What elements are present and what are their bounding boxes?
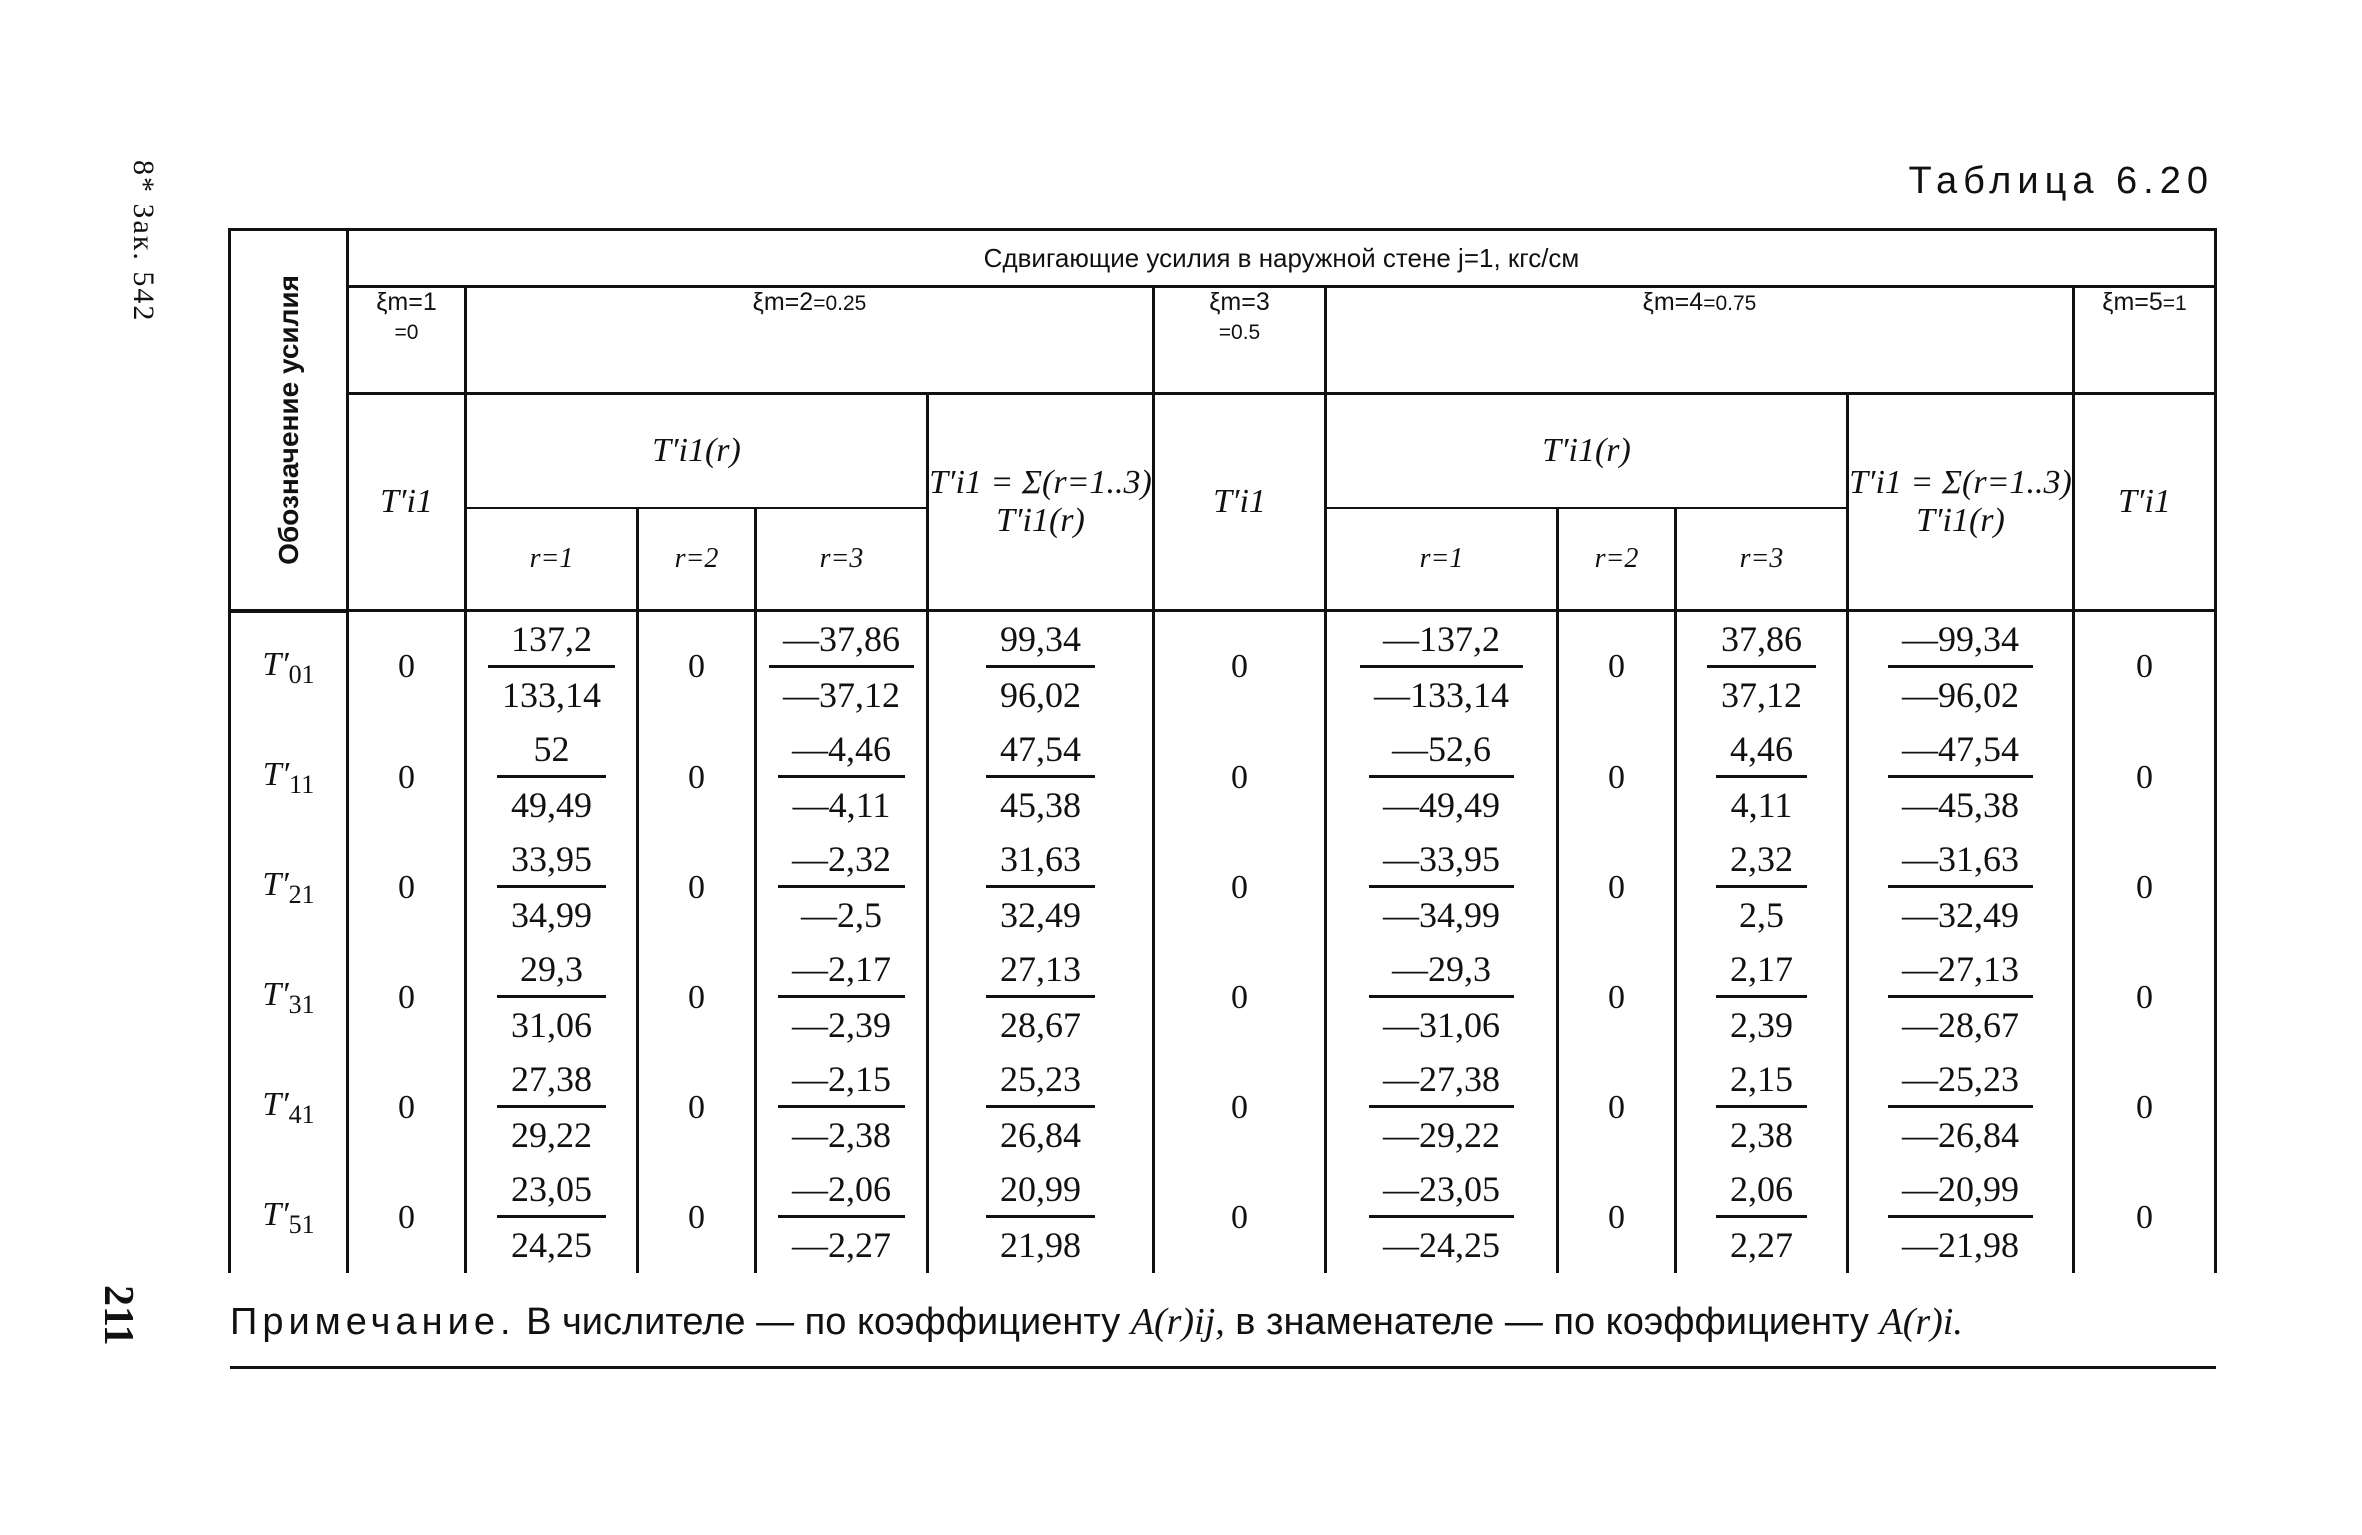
cell-r1 bbox=[466, 833, 638, 943]
numerator: 37,86 bbox=[1707, 618, 1816, 668]
numerator: —31,63 bbox=[1888, 838, 2033, 888]
denominator: 2,39 bbox=[1730, 1005, 1793, 1045]
fraction bbox=[497, 1058, 606, 1157]
cell-r1b bbox=[1326, 1053, 1558, 1163]
denominator: —21,98 bbox=[1902, 1225, 2019, 1265]
denominator: —2,39 bbox=[792, 1005, 891, 1045]
sym-t-col-1: T′i1 bbox=[348, 394, 466, 611]
fraction bbox=[778, 1058, 905, 1157]
denominator: —34,99 bbox=[1383, 895, 1500, 935]
cell-sumb bbox=[1848, 1053, 2074, 1163]
table-row bbox=[230, 1163, 2216, 1273]
cell-sumb bbox=[1848, 1163, 2074, 1273]
denominator: —2,27 bbox=[792, 1225, 891, 1265]
fraction bbox=[1716, 838, 1807, 937]
cell-r1b bbox=[1326, 943, 1558, 1053]
numerator: 29,3 bbox=[497, 948, 606, 998]
numerator: 2,06 bbox=[1716, 1168, 1807, 1218]
fraction bbox=[1716, 1058, 1807, 1157]
cell-r3b bbox=[1676, 611, 1848, 723]
cell-sumb bbox=[1848, 611, 2074, 723]
note-text-2: в знаменателе — по коэффициенту bbox=[1235, 1301, 1869, 1343]
numerator: —29,3 bbox=[1369, 948, 1514, 998]
fraction bbox=[778, 948, 905, 1047]
numerator: 4,46 bbox=[1716, 728, 1807, 778]
numerator: —2,15 bbox=[778, 1058, 905, 1108]
numerator: —20,99 bbox=[1888, 1168, 2033, 1218]
data-table bbox=[228, 228, 2217, 1273]
cell-r2: 0 bbox=[638, 1163, 756, 1273]
cell-sum bbox=[928, 833, 1154, 943]
fraction bbox=[778, 838, 905, 937]
cell-r2b: 0 bbox=[1558, 611, 1676, 723]
r-label-3b: r=3 bbox=[1676, 508, 1848, 611]
sym-sum-col-1: T′i1 = Σ(r=1..3) T′i1(r) bbox=[928, 394, 1154, 611]
note-coef-1: A(r)ij, bbox=[1130, 1301, 1225, 1343]
side-margin-text: 8* Зак. 542 bbox=[127, 160, 160, 323]
fraction bbox=[497, 948, 606, 1047]
cell-r1b bbox=[1326, 1163, 1558, 1273]
denominator: 2,38 bbox=[1730, 1115, 1793, 1155]
fraction bbox=[1369, 1168, 1514, 1267]
fraction bbox=[1888, 618, 2033, 717]
r-label-3: r=3 bbox=[756, 508, 928, 611]
denominator: —2,38 bbox=[792, 1115, 891, 1155]
cell-r1 bbox=[466, 1163, 638, 1273]
numerator: 27,13 bbox=[986, 948, 1095, 998]
cell-r1b bbox=[1326, 723, 1558, 833]
denominator: —2,5 bbox=[801, 895, 882, 935]
denominator: 133,14 bbox=[502, 674, 601, 715]
cell-r2: 0 bbox=[638, 833, 756, 943]
cell-r2: 0 bbox=[638, 1053, 756, 1163]
numerator: —23,05 bbox=[1369, 1168, 1514, 1218]
row-label: $T'_{01}$ bbox=[230, 611, 348, 723]
table-row bbox=[230, 943, 2216, 1053]
numerator: 2,15 bbox=[1716, 1058, 1807, 1108]
cell-r3 bbox=[756, 611, 928, 723]
denominator: 2,27 bbox=[1730, 1225, 1793, 1265]
fraction bbox=[1716, 1168, 1807, 1267]
fraction bbox=[986, 728, 1095, 827]
cell-sumb bbox=[1848, 833, 2074, 943]
cell-sumb bbox=[1848, 943, 2074, 1053]
cell-xi1: 0 bbox=[348, 943, 466, 1053]
cell-r3b bbox=[1676, 1053, 1848, 1163]
cell-xi3: 0 bbox=[1154, 1053, 1326, 1163]
cell-sum bbox=[928, 611, 1154, 723]
fraction bbox=[497, 838, 606, 937]
cell-r2: 0 bbox=[638, 611, 756, 723]
numerator: 47,54 bbox=[986, 728, 1095, 778]
cell-xi1: 0 bbox=[348, 1163, 466, 1273]
fraction bbox=[1369, 1058, 1514, 1157]
cell-r3 bbox=[756, 1163, 928, 1273]
fraction bbox=[986, 618, 1095, 717]
fraction bbox=[1888, 1168, 2033, 1267]
note-lead: Примечание. bbox=[230, 1301, 516, 1343]
fraction bbox=[986, 838, 1095, 937]
fraction bbox=[497, 1168, 606, 1267]
fraction bbox=[986, 1168, 1095, 1267]
numerator: —2,17 bbox=[778, 948, 905, 998]
row-label-header: Обозначение усилия bbox=[230, 230, 348, 611]
cell-xi3: 0 bbox=[1154, 833, 1326, 943]
fraction bbox=[1888, 948, 2033, 1047]
numerator: —47,54 bbox=[1888, 728, 2033, 778]
fraction bbox=[986, 948, 1095, 1047]
cell-sum bbox=[928, 1053, 1154, 1163]
denominator: —133,14 bbox=[1374, 674, 1509, 715]
r-label-2b: r=2 bbox=[1558, 508, 1676, 611]
fraction bbox=[1369, 838, 1514, 937]
denominator: —45,38 bbox=[1902, 785, 2019, 825]
xi-header-4: ξm=4=0.75 bbox=[1326, 287, 2074, 394]
numerator: —27,38 bbox=[1369, 1058, 1514, 1108]
cell-r1 bbox=[466, 943, 638, 1053]
cell-xi5: 0 bbox=[2074, 1053, 2216, 1163]
numerator: —33,95 bbox=[1369, 838, 1514, 888]
denominator: —4,11 bbox=[792, 785, 891, 825]
cell-xi3: 0 bbox=[1154, 1163, 1326, 1273]
numerator: —37,86 bbox=[769, 618, 914, 668]
cell-xi3: 0 bbox=[1154, 611, 1326, 723]
r-label-2: r=2 bbox=[638, 508, 756, 611]
numerator: —2,32 bbox=[778, 838, 905, 888]
cell-r2b: 0 bbox=[1558, 833, 1676, 943]
row-label: $T'_{11}$ bbox=[230, 723, 348, 833]
fraction bbox=[1369, 728, 1514, 827]
sym-tr-group-1: T′i1(r) bbox=[466, 394, 928, 509]
fraction bbox=[488, 618, 615, 717]
sym-sum-col-2: T′i1 = Σ(r=1..3) T′i1(r) bbox=[1848, 394, 2074, 611]
cell-xi3: 0 bbox=[1154, 943, 1326, 1053]
denominator: —49,49 bbox=[1383, 785, 1500, 825]
cell-xi5: 0 bbox=[2074, 723, 2216, 833]
fraction bbox=[1716, 728, 1807, 827]
denominator: 49,49 bbox=[511, 785, 592, 825]
table-row bbox=[230, 1053, 2216, 1163]
cell-r3 bbox=[756, 833, 928, 943]
numerator: —4,46 bbox=[778, 728, 905, 778]
fraction bbox=[778, 728, 905, 827]
xi-header-5: ξm=5=1 bbox=[2074, 287, 2216, 394]
numerator: 33,95 bbox=[497, 838, 606, 888]
denominator: 34,99 bbox=[511, 895, 592, 935]
cell-r1 bbox=[466, 723, 638, 833]
numerator: 2,32 bbox=[1716, 838, 1807, 888]
denominator: —37,12 bbox=[783, 674, 900, 715]
cell-xi5: 0 bbox=[2074, 833, 2216, 943]
numerator: —99,34 bbox=[1888, 618, 2033, 668]
sym-t-col-5: T′i1 bbox=[2074, 394, 2216, 611]
cell-xi5: 0 bbox=[2074, 611, 2216, 723]
page-number: 211 bbox=[95, 1285, 141, 1346]
cell-r1 bbox=[466, 1053, 638, 1163]
super-header: Сдвигающие усилия в наружной стене j=1, кгс/см bbox=[348, 230, 2216, 287]
cell-r1b bbox=[1326, 833, 1558, 943]
fraction bbox=[778, 1168, 905, 1267]
denominator: —28,67 bbox=[1902, 1005, 2019, 1045]
table-row bbox=[230, 723, 2216, 833]
numerator: 52 bbox=[497, 728, 606, 778]
cell-r2b: 0 bbox=[1558, 723, 1676, 833]
denominator: —26,84 bbox=[1902, 1115, 2019, 1155]
numerator: 31,63 bbox=[986, 838, 1095, 888]
fraction bbox=[1707, 618, 1816, 717]
fraction bbox=[769, 618, 914, 717]
denominator: 32,49 bbox=[1000, 895, 1081, 935]
numerator: 23,05 bbox=[497, 1168, 606, 1218]
cell-r3 bbox=[756, 723, 928, 833]
denominator: 2,5 bbox=[1739, 895, 1784, 935]
cell-xi3: 0 bbox=[1154, 723, 1326, 833]
fraction bbox=[1888, 838, 2033, 937]
note-coef-2: A(r)i. bbox=[1879, 1301, 1963, 1343]
denominator: —32,49 bbox=[1902, 895, 2019, 935]
cell-r1 bbox=[466, 611, 638, 723]
fraction bbox=[1369, 948, 1514, 1047]
r-label-1: r=1 bbox=[466, 508, 638, 611]
cell-r2: 0 bbox=[638, 723, 756, 833]
cell-sum bbox=[928, 723, 1154, 833]
note-text-1: В числителе — по коэффициенту bbox=[526, 1301, 1121, 1343]
numerator: 99,34 bbox=[986, 618, 1095, 668]
cell-xi1: 0 bbox=[348, 1053, 466, 1163]
denominator: —96,02 bbox=[1902, 674, 2019, 715]
cell-r3 bbox=[756, 943, 928, 1053]
cell-r2: 0 bbox=[638, 943, 756, 1053]
numerator: —137,2 bbox=[1360, 618, 1523, 668]
cell-r2b: 0 bbox=[1558, 1053, 1676, 1163]
row-label: $T'_{41}$ bbox=[230, 1053, 348, 1163]
denominator: 45,38 bbox=[1000, 785, 1081, 825]
cell-sum bbox=[928, 1163, 1154, 1273]
denominator: 29,22 bbox=[511, 1115, 592, 1155]
sym-tr-group-2: T′i1(r) bbox=[1326, 394, 1848, 509]
row-label: $T'_{21}$ bbox=[230, 833, 348, 943]
numerator: 20,99 bbox=[986, 1168, 1095, 1218]
numerator: —52,6 bbox=[1369, 728, 1514, 778]
denominator: —24,25 bbox=[1383, 1225, 1500, 1265]
fraction bbox=[1360, 618, 1523, 717]
cell-r3 bbox=[756, 1053, 928, 1163]
sym-t-col-3: T′i1 bbox=[1154, 394, 1326, 611]
cell-r3b bbox=[1676, 1163, 1848, 1273]
fraction bbox=[1888, 1058, 2033, 1157]
denominator: 28,67 bbox=[1000, 1005, 1081, 1045]
cell-xi5: 0 bbox=[2074, 943, 2216, 1053]
numerator: —2,06 bbox=[778, 1168, 905, 1218]
fraction bbox=[1716, 948, 1807, 1047]
table-note bbox=[230, 1300, 2216, 1369]
r-label-1b: r=1 bbox=[1326, 508, 1558, 611]
cell-r3b bbox=[1676, 943, 1848, 1053]
denominator: 26,84 bbox=[1000, 1115, 1081, 1155]
denominator: —31,06 bbox=[1383, 1005, 1500, 1045]
xi-header-1: ξm=1 =0 bbox=[348, 287, 466, 394]
table-row bbox=[230, 833, 2216, 943]
table-row bbox=[230, 611, 2216, 723]
numerator: 137,2 bbox=[488, 618, 615, 668]
row-label: $T'_{51}$ bbox=[230, 1163, 348, 1273]
denominator: 24,25 bbox=[511, 1225, 592, 1265]
xi-header-2: ξm=2=0.25 bbox=[466, 287, 1154, 394]
cell-xi5: 0 bbox=[2074, 1163, 2216, 1273]
denominator: 96,02 bbox=[1000, 674, 1081, 715]
cell-r3b bbox=[1676, 833, 1848, 943]
numerator: 25,23 bbox=[986, 1058, 1095, 1108]
cell-r3b bbox=[1676, 723, 1848, 833]
denominator: —29,22 bbox=[1383, 1115, 1500, 1155]
xi-header-3: ξm=3 =0.5 bbox=[1154, 287, 1326, 394]
numerator: —27,13 bbox=[1888, 948, 2033, 998]
table-title: Таблица 6.20 bbox=[1908, 160, 2214, 202]
cell-r2b: 0 bbox=[1558, 943, 1676, 1053]
cell-xi1: 0 bbox=[348, 611, 466, 723]
denominator: 31,06 bbox=[511, 1005, 592, 1045]
cell-xi1: 0 bbox=[348, 833, 466, 943]
cell-r2b: 0 bbox=[1558, 1163, 1676, 1273]
fraction bbox=[497, 728, 606, 827]
fraction bbox=[986, 1058, 1095, 1157]
cell-r1b bbox=[1326, 611, 1558, 723]
cell-sum bbox=[928, 943, 1154, 1053]
cell-xi1: 0 bbox=[348, 723, 466, 833]
numerator: —25,23 bbox=[1888, 1058, 2033, 1108]
denominator: 4,11 bbox=[1730, 785, 1793, 825]
numerator: 2,17 bbox=[1716, 948, 1807, 998]
denominator: 21,98 bbox=[1000, 1225, 1081, 1265]
cell-sumb bbox=[1848, 723, 2074, 833]
numerator: 27,38 bbox=[497, 1058, 606, 1108]
row-label: $T'_{31}$ bbox=[230, 943, 348, 1053]
denominator: 37,12 bbox=[1721, 674, 1802, 715]
fraction bbox=[1888, 728, 2033, 827]
